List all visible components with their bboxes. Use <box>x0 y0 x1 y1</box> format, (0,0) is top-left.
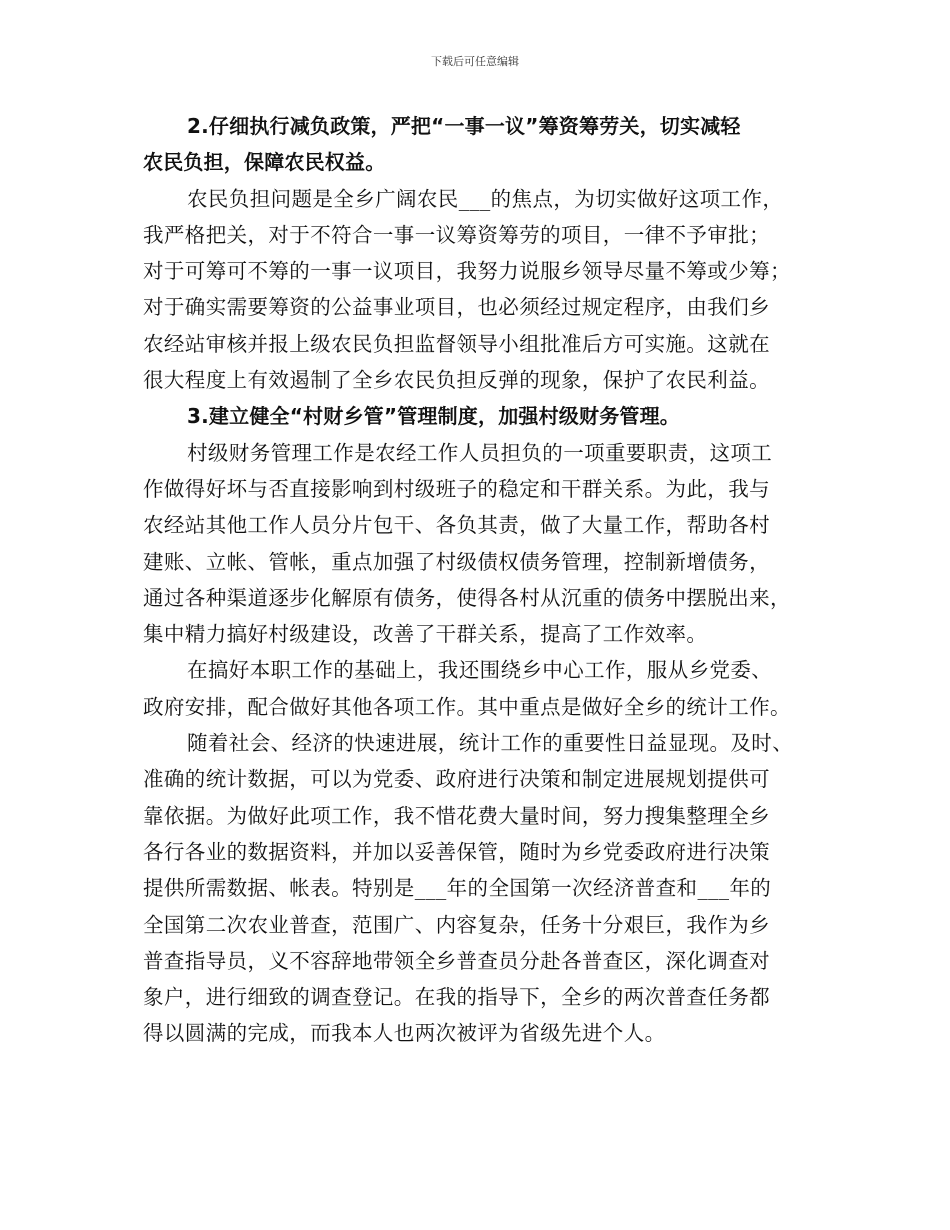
text-line: 在搞好本职工作的基础上，我还围绕乡中心工作，服从乡党委、 <box>187 658 773 683</box>
page-header: 下载后可任意编辑 <box>431 55 519 68</box>
text-line: 通过各种渠道逐步化解原有债务，使得各村从沉重的债务中摆脱出来， <box>143 585 791 610</box>
text-line: 很大程度上有效遏制了全乡农民负担反弹的现象，保护了农民利益。 <box>143 368 770 393</box>
text-line: 村级财务管理工作是农经工作人员担负的一项重要职责，这项工 <box>187 440 773 465</box>
text-line: 随着社会、经济的快速进展，统计工作的重要性日益显现。及时、 <box>187 731 794 756</box>
document-body <box>143 108 813 1052</box>
text-line: 2.仔细执行减负政策，严把“一事一议”筹资筹劳关，切实减轻 <box>187 114 741 138</box>
text-line: 靠依据。为做好此项工作，我不惜花费大量时间，努力搜集整理全乡 <box>143 803 770 828</box>
section-heading <box>143 108 813 181</box>
text-line: 对于可筹可不筹的一事一议项目，我努力说服乡领导尽量不筹或少筹； <box>143 259 791 284</box>
text-line: 农民负担问题是全乡广阔农民___的焦点，为切实做好这项工作， <box>187 186 784 211</box>
text-line: 集中精力搞好村级建设，改善了干群关系，提高了工作效率。 <box>143 622 708 647</box>
text-line: 作做得好坏与否直接影响到村级班子的稳定和干群关系。为此，我与 <box>143 476 770 501</box>
text-line: 象户，进行细致的调查登记。在我的指导下，全乡的两次普查任务都 <box>143 985 770 1010</box>
text-line: 农经站审核并报上级农民负担监督领导小组批准后方可实施。这就在 <box>143 331 770 356</box>
section-heading <box>143 398 813 434</box>
text-line: 普查指导员，义不容辞地带领全乡普查员分赴各普查区，深化调查对 <box>143 948 770 973</box>
text-line: 各行各业的数据资料，并加以妥善保管，随时为乡党委政府进行决策 <box>143 839 770 864</box>
body-paragraph <box>143 652 813 725</box>
text-line: 对于确实需要筹资的公益事业项目，也必须经过规定程序，由我们乡 <box>143 295 770 320</box>
text-line: 提供所需数据、帐表。特别是___年的全国第一次经济普查和___年的 <box>143 876 772 901</box>
text-line: 建账、立帐、管帐，重点加强了村级债权债务管理，控制新增债务， <box>143 549 770 574</box>
text-line: 我严格把关，对于不符合一事一议筹资筹劳的项目，一律不予审批； <box>143 222 770 247</box>
text-line: 得以圆满的完成，而我本人也两次被评为省级先进个人。 <box>143 1021 666 1046</box>
text-line: 3.建立健全“村财乡管”管理制度，加强村级财务管理。 <box>187 404 681 429</box>
body-paragraph <box>143 435 813 653</box>
text-line: 农民负担，保障农民权益。 <box>143 150 386 175</box>
text-line: 准确的统计数据，可以为党委、政府进行决策和制定进展规划提供可 <box>143 767 770 792</box>
text-line: 农经站其他工作人员分片包干、各负其责，做了大量工作，帮助各村 <box>143 513 770 538</box>
text-line: 全国第二次农业普查，范围广、内容复杂，任务十分艰巨，我作为乡 <box>143 912 770 937</box>
body-paragraph <box>143 725 813 1052</box>
body-paragraph <box>143 181 813 399</box>
text-line: 政府安排，配合做好其他各项工作。其中重点是做好全乡的统计工作。 <box>143 694 791 719</box>
